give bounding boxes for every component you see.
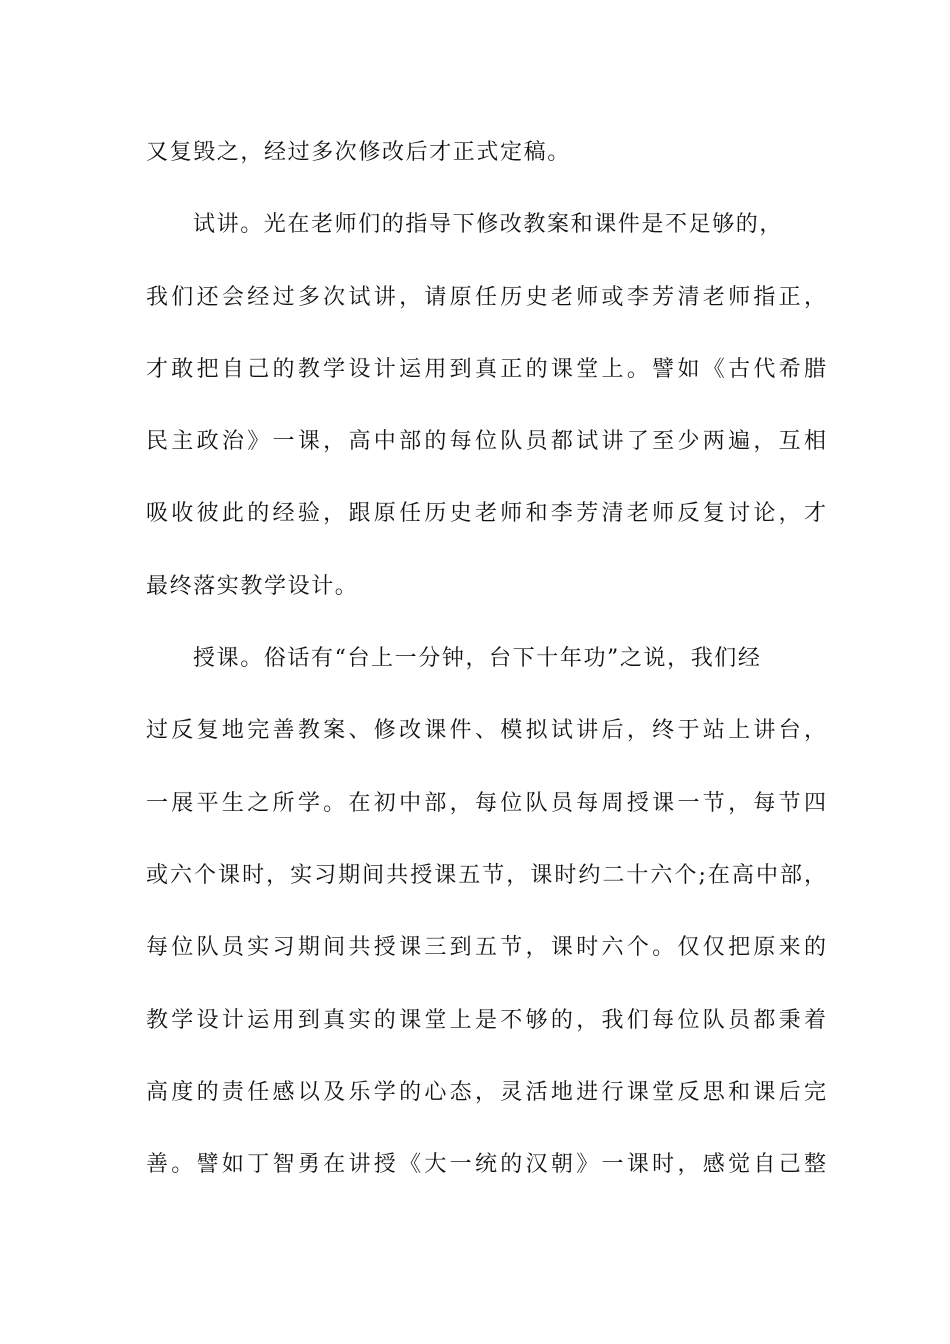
text-line: 又复毁之，经过多次修改后才正式定稿。: [146, 140, 571, 165]
paragraph-start-line: 试讲。光在老师们的指导下修改教案和课件是不足够的，: [193, 212, 784, 238]
document-body: [146, 128, 826, 1212]
text-line: 每位队员实习期间共授课三到五节，课时六个。仅仅把原来的: [146, 935, 826, 961]
paragraph-start-line: 授课。俗话有“台上一分钟，台下十年功”之说，我们经: [193, 646, 762, 672]
text-line: 过反复地完善教案、修改课件、模拟试讲后，终于站上讲台，: [146, 718, 826, 744]
text-line: 民主政治》一课，高中部的每位队员都试讲了至少两遍，互相: [146, 429, 826, 455]
text-line: 吸收彼此的经验，跟原任历史老师和李芳清老师反复讨论，才: [146, 501, 826, 527]
text-line: 教学设计运用到真实的课堂上是不够的，我们每位队员都秉着: [146, 1007, 826, 1033]
text-line: 或六个课时，实习期间共授课五节，课时约二十六个;在高中部，: [146, 862, 826, 888]
text-line: 高度的责任感以及乐学的心态，灵活地进行课堂反思和课后完: [146, 1079, 826, 1105]
text-line: 才敢把自己的教学设计运用到真正的课堂上。譬如《古代希腊: [146, 356, 826, 382]
text-line: 最终落实教学设计。: [146, 573, 359, 599]
text-line: 一展平生之所学。在初中部，每位队员每周授课一节，每节四: [146, 790, 826, 816]
text-line: 善。譬如丁智勇在讲授《大一统的汉朝》一课时，感觉自己整: [146, 1152, 826, 1178]
text-line: 我们还会经过多次试讲，请原任历史老师或李芳清老师指正，: [146, 284, 826, 310]
